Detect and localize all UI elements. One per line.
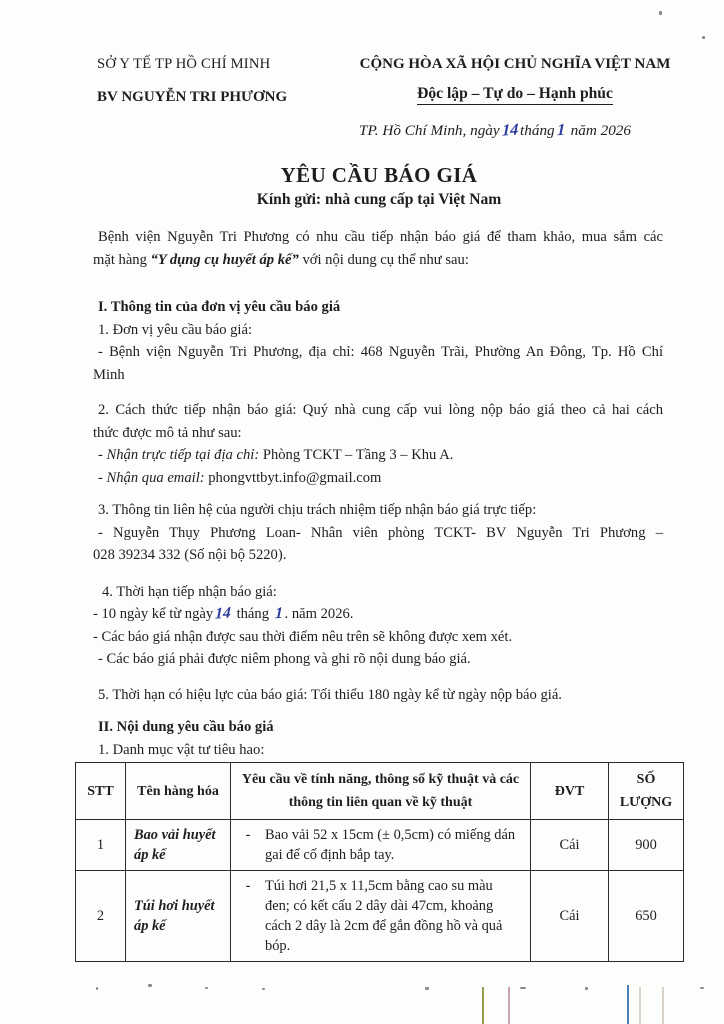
cell-item-name: Bao vải huyết áp kế (126, 820, 231, 871)
scan-speck (702, 36, 705, 39)
national-header-block (359, 56, 683, 154)
item3-label: 3. Thông tin liên hệ của người chịu trách nhiệm tiếp nhận báo giá trực tiếp: (98, 502, 537, 518)
scan-speck (425, 987, 429, 990)
product-name-emphasis: “Y dụng cụ huyết áp kế” (150, 251, 299, 268)
cell-unit: Cái (531, 871, 609, 962)
document-title: YÊU CẦU BÁO GIÁ (280, 163, 478, 187)
dateline-month-label: tháng (520, 122, 555, 139)
spec-bullet: - (245, 827, 251, 843)
dateline-year: năm 2026 (570, 122, 631, 139)
col-header-name: Tên hàng hóa (126, 763, 231, 820)
cell-item-name: Túi hơi huyết áp kế (126, 871, 231, 962)
col-header-unit: ĐVT (531, 763, 609, 820)
item2-email-line (93, 467, 663, 490)
item1-detail-line1: - Bệnh viện Nguyễn Tri Phương, địa chỉ: 468 Nguyễn Trãi, Phường An Đông, Tp. Hồ Chí (98, 344, 663, 360)
item4-deadline: - 10 ngày kể từ ngày 14 tháng 1 . năm 2026. (93, 603, 663, 626)
table-header-row (76, 763, 684, 820)
scan-speck (148, 984, 152, 987)
cell-unit: Cái (531, 820, 609, 871)
issuing-org-block (97, 56, 347, 154)
document-body (93, 226, 663, 761)
scan-speck (700, 987, 704, 989)
col-header-qty: SỐ LƯỢNG (609, 763, 684, 820)
cell-specs (231, 871, 531, 962)
spec-text: Túi hơi 21,5 x 11,5cm bằng cao su màu đen; có kết cấu 2 dây dài 47cm, khoảng cách 2 dây là 2cm để gắn đồng hồ và quả bóp. (265, 878, 503, 954)
item2-line2: thức được mô tả như sau: (93, 424, 242, 441)
scan-speck (520, 987, 526, 989)
item4-label: 4. Thời hạn tiếp nhận báo giá: (102, 583, 277, 600)
spec-bullet: - (245, 878, 251, 894)
cell-specs (231, 820, 531, 871)
cell-qty: 650 (609, 871, 684, 962)
col-header-specs: Yêu cầu về tính năng, thông số kỹ thuật và các thông tin liên quan về kỹ thuật (231, 763, 531, 820)
cell-qty: 900 (609, 820, 684, 871)
intro-line-1: Bệnh viện Nguyễn Tri Phương có nhu cầu tiếp nhận báo giá để tham khảo, mua sắm các (98, 229, 663, 245)
scan-speck (262, 988, 265, 990)
item2-line1: 2. Cách thức tiếp nhận báo giá: Quý nhà cung cấp vui lòng nộp báo giá theo cả hai cách (98, 402, 663, 418)
item2-direct-line (93, 444, 663, 467)
item1-label: 1. Đơn vị yêu cầu báo giá: (98, 321, 253, 338)
scan-artifact-line-faint (639, 987, 641, 1024)
item4-note1: - Các báo giá nhận được sau thời điểm nêu trên sẽ không được xem xét. (93, 628, 513, 645)
scan-speck (96, 987, 98, 990)
cell-stt: 2 (76, 871, 126, 962)
scan-speck (205, 987, 208, 989)
scan-speck (659, 11, 662, 15)
item5-line: 5. Thời hạn có hiệu lực của báo giá: Tối thiểu 180 ngày kể từ ngày nộp báo giá. (98, 686, 562, 703)
item3-contact-line1: - Nguyễn Thụy Phương Loan- Nhân viên phòng TCKT- BV Nguyễn Tri Phương – (98, 524, 663, 541)
item2-email-value: phongvttbyt.info@gmail.com (204, 469, 382, 486)
section-2-subheading: 1. Danh mục vật tư tiêu hao: (98, 741, 265, 758)
scan-speck (585, 987, 588, 990)
recipient-line: Kính gửi: nhà cung cấp tại Việt Nam (256, 191, 502, 208)
dateline (359, 120, 631, 140)
item2-email-label: - Nhận qua email: (98, 469, 205, 486)
handwritten-month: 1 (556, 119, 566, 140)
col-header-stt: STT (76, 763, 126, 820)
items-table (75, 762, 684, 962)
handwritten-deadline-month: 1 (274, 604, 283, 623)
section-1-heading: I. Thông tin của đơn vị yêu cầu báo giá (98, 299, 341, 315)
handwritten-deadline-day: 14 (214, 604, 232, 623)
scan-artifact-line-faint (662, 987, 664, 1024)
section-2-heading: II. Nội dung yêu cầu báo giá (98, 719, 274, 735)
handwritten-day: 14 (501, 119, 519, 140)
scan-artifact-line-olive (482, 987, 484, 1024)
item2-direct-label: - Nhận trực tiếp tại địa chỉ: (98, 447, 260, 463)
national-motto-line2: Độc lập – Tự do – Hạnh phúc (359, 85, 671, 103)
item1-detail-line2: Minh (93, 366, 125, 383)
item4-note2: - Các báo giá phải được niêm phong và ghi rõ nội dung báo giá. (98, 651, 471, 667)
letterhead (75, 56, 683, 154)
cell-stt: 1 (76, 820, 126, 871)
item3-contact-line2: 028 39234 332 (Số nội bộ 5220). (93, 547, 287, 563)
dateline-place: TP. Hồ Chí Minh, ngày (359, 122, 500, 139)
intro-line-2: mặt hàng “Y dụng cụ huyết áp kế” với nội dung cụ thể như sau: (93, 251, 469, 268)
scan-artifact-line-blue (627, 985, 629, 1024)
national-motto-line1: CỘNG HÒA XÃ HỘI CHỦ NGHĨA VIỆT NAM (359, 56, 671, 72)
table-row (76, 820, 684, 871)
spec-text: Bao vải 52 x 15cm (± 0,5cm) có miếng dán gai để cố định bắp tay. (265, 827, 516, 863)
org-name: BV NGUYỄN TRI PHƯƠNG (97, 89, 288, 105)
org-parent: SỞ Y TẾ TP HỒ CHÍ MINH (97, 56, 271, 72)
scan-artifact-line-pink (508, 987, 510, 1024)
table-row (76, 871, 684, 962)
item2-direct-value: Phòng TCKT – Tầng 3 – Khu A. (259, 447, 454, 463)
